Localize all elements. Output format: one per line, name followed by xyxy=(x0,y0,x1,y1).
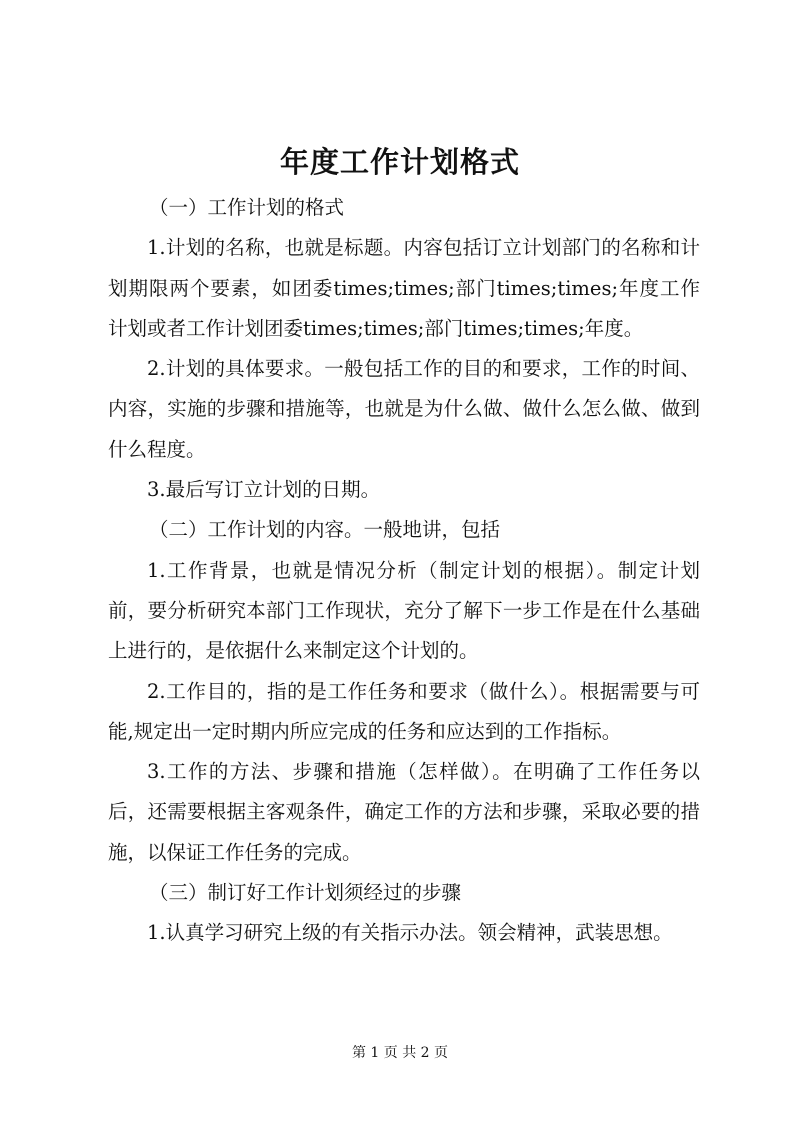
paragraph-work-methods: 3.工作的方法、步骤和措施（怎样做）。在明确了工作任务以后，还需要根据主客观条件，确定工作的方法和步骤，采取必要的措施，以保证工作任务的完成。 xyxy=(108,760,700,864)
paragraph-plan-requirements: 2.计划的具体要求。一般包括工作的目的和要求，工作的时间、内容，实施的步骤和措施等，也就是为什么做、做什么怎么做、做到什么程度。 xyxy=(108,357,700,461)
paragraph-work-background: 1.工作背景，也就是情况分析（制定计划的根据）。制定计划前，要分析研究本部门工作现状，充分了解下一步工作是在什么基础上进行的，是依据什么来制定这个计划的。 xyxy=(108,558,700,663)
section-heading-content: （二）工作计划的内容。一般地讲，包括 xyxy=(148,518,500,542)
page-number-footer: 第 1 页 共 2 页 xyxy=(351,1045,449,1061)
section-heading-steps: （三）制订好工作计划须经过的步骤 xyxy=(148,881,461,905)
document-title: 年度工作计划格式 xyxy=(279,145,520,179)
paragraph-study-instructions: 1.认真学习研究上级的有关指示办法。领会精神，武装思想。 xyxy=(147,921,673,945)
section-heading-format: （一）工作计划的格式 xyxy=(148,196,344,219)
paragraph-plan-name: 1.计划的名称，也就是标题。内容包括订立计划部门的名称和计划期限两个要素，如团委times;times;部门times;times;年度工作计划或者工作计划团委times;times;部门times;times;年度。 xyxy=(108,236,700,340)
paragraph-work-purpose: 2.工作目的，指的是工作任务和要求（做什么）。根据需要与可能,规定出一定时期内所应完成的任务和应达到的工作指标。 xyxy=(108,679,700,743)
paragraph-plan-date: 3.最后写订立计划的日期。 xyxy=(147,478,381,502)
document-body xyxy=(108,188,700,954)
